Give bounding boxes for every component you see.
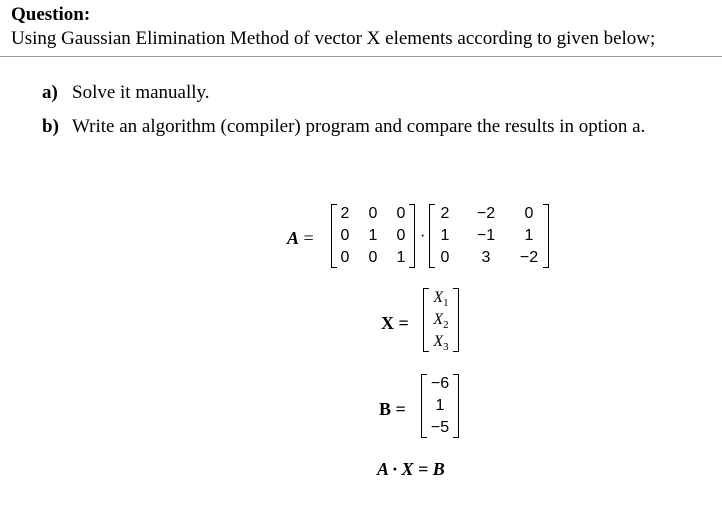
m1-cell: 1	[396, 249, 406, 266]
b2-entry: 1	[435, 397, 445, 414]
item-a-text: Solve it manually.	[72, 82, 210, 103]
m2-cell: 0	[440, 249, 450, 266]
x2-entry: $X_2$	[433, 311, 449, 332]
x-label: X =	[381, 313, 409, 333]
m2-cell: 1	[524, 227, 534, 244]
m2-cell: 0	[524, 205, 534, 222]
item-b-marker: b)	[42, 116, 59, 137]
m2-cell: −2	[476, 205, 496, 222]
m1-cell: 0	[340, 249, 350, 266]
b-vector	[421, 374, 459, 438]
b1-entry: −6	[430, 375, 450, 392]
m1-cell: 1	[368, 227, 378, 244]
a-label: A =	[287, 228, 314, 248]
final-equation: A · X = B	[377, 459, 445, 479]
m1-cell: 0	[368, 249, 378, 266]
m2-cell: −2	[519, 249, 539, 266]
x-vector	[423, 288, 459, 352]
b3-entry: −5	[430, 419, 450, 436]
right-bracket	[543, 204, 549, 268]
m1-cell: 2	[340, 205, 350, 222]
x1-entry: $X_1$	[433, 289, 449, 310]
matrix-identity	[331, 204, 415, 268]
m2-cell: 3	[481, 249, 491, 266]
item-a	[42, 82, 210, 104]
question-intro: Using Gaussian Elimination Method of vector X elements according to given below;	[11, 28, 656, 49]
matrix-coefficients	[429, 204, 549, 268]
x3-entry: $X_3$	[433, 333, 449, 354]
m1-cell: 0	[396, 205, 406, 222]
m2-cell: 2	[440, 205, 450, 222]
m1-cell: 0	[340, 227, 350, 244]
m2-cell: −1	[476, 227, 496, 244]
multiply-dot: ·	[420, 228, 426, 245]
item-b-text: Write an algorithm (compiler) program and compare the results in option a.	[72, 116, 646, 137]
m1-cell: 0	[368, 205, 378, 222]
header-divider	[0, 56, 722, 57]
item-a-marker: a)	[42, 82, 58, 103]
item-b	[42, 116, 645, 138]
question-heading: Question:	[11, 4, 91, 25]
m1-cell: 0	[396, 227, 406, 244]
b-label: B =	[379, 399, 406, 419]
m2-cell: 1	[440, 227, 450, 244]
